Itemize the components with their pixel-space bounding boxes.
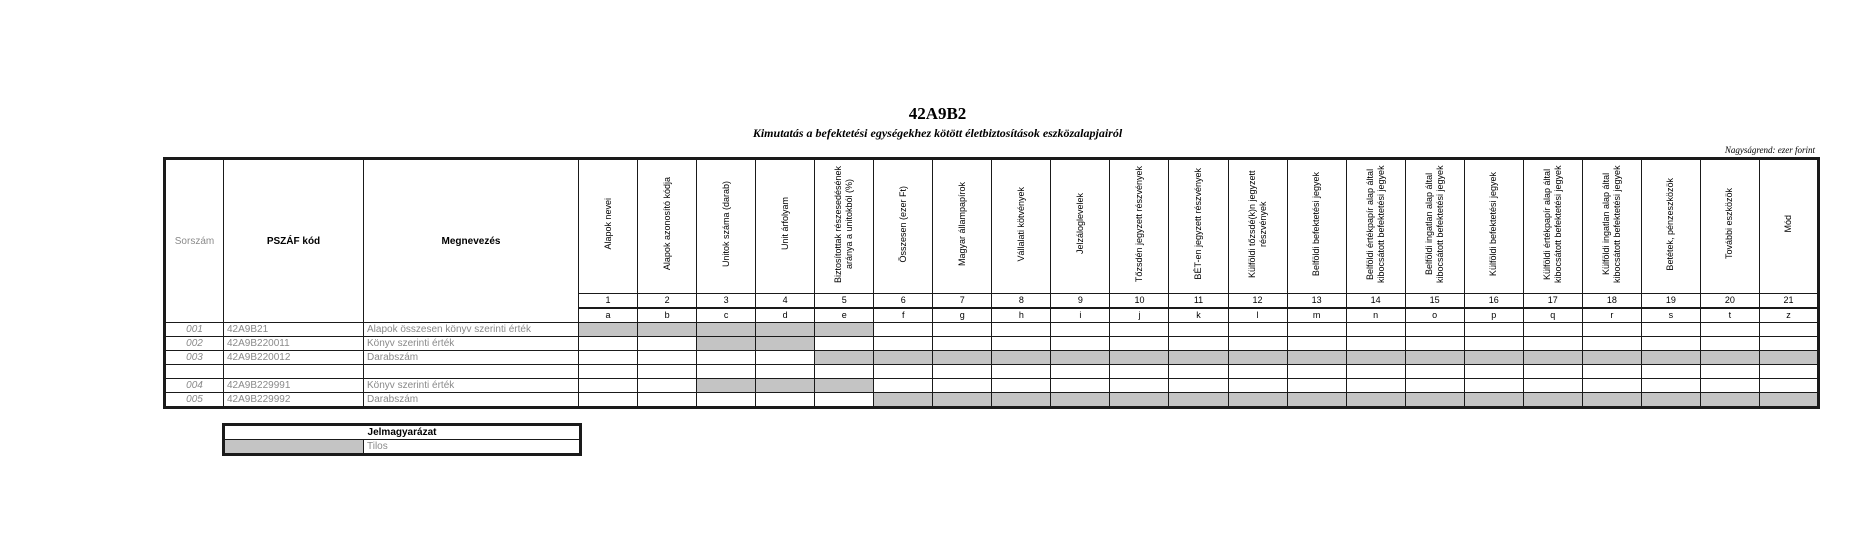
cell-input <box>1464 379 1523 393</box>
column-number: 12 <box>1228 294 1287 309</box>
cell-input <box>1582 379 1641 393</box>
cell-forbidden <box>874 393 933 408</box>
row-megnevezes <box>364 365 579 379</box>
legend-table <box>222 423 582 456</box>
column-letter: k <box>1169 308 1228 323</box>
column-letter: o <box>1405 308 1464 323</box>
cell-forbidden <box>1405 351 1464 365</box>
cell-input <box>1582 365 1641 379</box>
cell-forbidden <box>756 379 815 393</box>
column-header <box>579 159 638 294</box>
cell-input <box>1700 337 1759 351</box>
cell-forbidden <box>1287 351 1346 365</box>
cell-input <box>1051 379 1110 393</box>
column-number: 9 <box>1051 294 1110 309</box>
cell-forbidden <box>933 351 992 365</box>
column-header-label: Unitok száma (darab) <box>720 180 731 268</box>
cell-input <box>1405 379 1464 393</box>
column-header <box>638 159 697 294</box>
column-letter: z <box>1759 308 1818 323</box>
cell-input <box>815 393 874 408</box>
cell-forbidden <box>756 323 815 337</box>
cell-input <box>1051 365 1110 379</box>
cell-forbidden <box>1641 393 1700 408</box>
column-header-label: Összesen (ezer Ft) <box>897 185 908 263</box>
cell-input <box>1228 323 1287 337</box>
cell-forbidden <box>874 351 933 365</box>
column-header-label: Belföldi értékpapír alap által kibocsátott befektetési jegyek <box>1364 165 1386 283</box>
cell-input <box>1346 379 1405 393</box>
column-header <box>1405 159 1464 294</box>
column-header <box>1700 159 1759 294</box>
cell-input <box>1464 323 1523 337</box>
column-header <box>933 159 992 294</box>
cell-input <box>1169 337 1228 351</box>
cell-input <box>1523 323 1582 337</box>
cell-input <box>1051 323 1110 337</box>
column-header <box>1169 159 1228 294</box>
cell-input <box>638 379 697 393</box>
cell-input <box>992 337 1051 351</box>
cell-input <box>1759 337 1818 351</box>
cell-input <box>815 365 874 379</box>
cell-input <box>1641 379 1700 393</box>
column-number: 7 <box>933 294 992 309</box>
cell-forbidden <box>638 323 697 337</box>
cell-input <box>579 393 638 408</box>
cell-input <box>1759 379 1818 393</box>
column-header-label: Külföldi ingatlan alap által kibocsátott befektetési jegyek <box>1600 165 1622 283</box>
cell-input <box>874 379 933 393</box>
column-number: 4 <box>756 294 815 309</box>
cell-forbidden <box>1582 393 1641 408</box>
column-number: 1 <box>579 294 638 309</box>
cell-input <box>579 365 638 379</box>
row-pszaf-kod: 42A9B229992 <box>224 393 364 408</box>
document-subtitle: Kimutatás a befektetési egységekhez kötött életbiztosítások eszközalapjairól <box>752 126 1123 140</box>
column-letter: r <box>1582 308 1641 323</box>
column-number: 20 <box>1700 294 1759 309</box>
row-megnevezes: Könyv szerinti érték <box>364 337 579 351</box>
column-header <box>756 159 815 294</box>
table-row <box>165 379 1819 393</box>
row-sorszam: 001 <box>165 323 224 337</box>
column-header-label: További eszközök <box>1724 188 1735 260</box>
cell-input <box>992 379 1051 393</box>
row-megnevezes: Könyv szerinti érték <box>364 379 579 393</box>
cell-input <box>933 337 992 351</box>
unit-note: Nagyságrend: ezer forint <box>1724 145 1815 155</box>
cell-input <box>1346 365 1405 379</box>
column-letter: n <box>1346 308 1405 323</box>
cell-input <box>1287 379 1346 393</box>
asset-fund-table <box>163 157 1820 409</box>
document-title: 42A9B2 <box>908 104 967 123</box>
cell-forbidden <box>579 323 638 337</box>
column-header <box>815 159 874 294</box>
cell-forbidden <box>815 323 874 337</box>
header-megnevezes: Megnevezés <box>364 159 579 323</box>
row-sorszam: 005 <box>165 393 224 408</box>
cell-input <box>1582 337 1641 351</box>
legend-swatch <box>224 440 364 455</box>
column-number: 6 <box>874 294 933 309</box>
row-sorszam: 002 <box>165 337 224 351</box>
cell-forbidden <box>992 393 1051 408</box>
row-pszaf-kod <box>224 365 364 379</box>
column-letter: i <box>1051 308 1110 323</box>
cell-forbidden <box>1346 351 1405 365</box>
cell-input <box>1700 323 1759 337</box>
table-row <box>165 351 1819 365</box>
cell-forbidden <box>756 337 815 351</box>
column-number: 19 <box>1641 294 1700 309</box>
row-megnevezes: Alapok összesen könyv szerinti érték <box>364 323 579 337</box>
cell-input <box>992 365 1051 379</box>
cell-forbidden <box>697 323 756 337</box>
cell-forbidden <box>1110 393 1169 408</box>
column-number: 16 <box>1464 294 1523 309</box>
column-number: 2 <box>638 294 697 309</box>
cell-input <box>992 323 1051 337</box>
cell-forbidden <box>1464 393 1523 408</box>
table-body <box>165 323 1819 408</box>
column-header-label: Magyar állampapírok <box>956 181 967 267</box>
column-header-label: Belföldi ingatlan alap által kibocsátott befektetési jegyek <box>1423 165 1445 283</box>
column-letter: q <box>1523 308 1582 323</box>
column-header-label: Biztosítottak részesedésének aránya a unitokból (%) <box>833 165 855 283</box>
cell-forbidden <box>1287 393 1346 408</box>
cell-input <box>1700 379 1759 393</box>
cell-input <box>756 393 815 408</box>
column-number: 15 <box>1405 294 1464 309</box>
column-header <box>1110 159 1169 294</box>
cell-input <box>1110 365 1169 379</box>
cell-input <box>638 351 697 365</box>
column-header-label: Mód <box>1782 215 1793 233</box>
column-header <box>1641 159 1700 294</box>
cell-input <box>579 351 638 365</box>
cell-input <box>1228 365 1287 379</box>
cell-forbidden <box>815 351 874 365</box>
column-header <box>1287 159 1346 294</box>
cell-forbidden <box>1464 351 1523 365</box>
row-sorszam: 004 <box>165 379 224 393</box>
cell-input <box>1405 323 1464 337</box>
column-header-label: Unit árfolyam <box>779 197 790 251</box>
column-number: 3 <box>697 294 756 309</box>
cell-input <box>874 323 933 337</box>
cell-forbidden <box>1759 393 1818 408</box>
cell-forbidden <box>1051 351 1110 365</box>
cell-forbidden <box>1759 351 1818 365</box>
column-header <box>1759 159 1818 294</box>
cell-input <box>697 351 756 365</box>
column-number: 10 <box>1110 294 1169 309</box>
cell-input <box>1464 337 1523 351</box>
column-number: 14 <box>1346 294 1405 309</box>
cell-input <box>1759 323 1818 337</box>
cell-input <box>933 365 992 379</box>
column-header-label: Belföldi befektetési jegyek <box>1311 171 1322 277</box>
column-header-label: BÉT-en jegyzett részvények <box>1192 168 1203 280</box>
cell-input <box>1641 337 1700 351</box>
table-row <box>165 365 1819 379</box>
cell-input <box>756 351 815 365</box>
column-letter: e <box>815 308 874 323</box>
cell-input <box>697 365 756 379</box>
row-megnevezes: Darabszám <box>364 393 579 408</box>
cell-input <box>933 379 992 393</box>
table-row <box>165 337 1819 351</box>
cell-input <box>579 379 638 393</box>
cell-input <box>1287 323 1346 337</box>
cell-forbidden <box>1169 351 1228 365</box>
column-number: 8 <box>992 294 1051 309</box>
cell-input <box>1346 323 1405 337</box>
cell-forbidden <box>1051 393 1110 408</box>
cell-input <box>1287 337 1346 351</box>
column-header-label: Tőzsdén jegyzett részvények <box>1133 165 1144 283</box>
cell-input <box>1110 337 1169 351</box>
column-letter: a <box>579 308 638 323</box>
column-header <box>1051 159 1110 294</box>
cell-input <box>1641 323 1700 337</box>
column-letter: d <box>756 308 815 323</box>
cell-input <box>1110 379 1169 393</box>
cell-forbidden <box>1169 393 1228 408</box>
cell-forbidden <box>992 351 1051 365</box>
column-letter: l <box>1228 308 1287 323</box>
column-number: 21 <box>1759 294 1818 309</box>
cell-forbidden <box>1405 393 1464 408</box>
cell-forbidden <box>1346 393 1405 408</box>
header-row <box>165 159 1819 294</box>
column-header-label: Külföldi értékpapír alap által kibocsátott befektetési jegyek <box>1541 165 1563 283</box>
cell-forbidden <box>1523 393 1582 408</box>
column-letter: p <box>1464 308 1523 323</box>
table-row <box>165 393 1819 408</box>
row-pszaf-kod: 42A9B220011 <box>224 337 364 351</box>
cell-input <box>1523 379 1582 393</box>
cell-forbidden <box>1110 351 1169 365</box>
cell-input <box>1228 379 1287 393</box>
cell-input <box>638 393 697 408</box>
column-number: 5 <box>815 294 874 309</box>
column-letter: j <box>1110 308 1169 323</box>
cell-input <box>1641 365 1700 379</box>
row-pszaf-kod: 42A9B220012 <box>224 351 364 365</box>
header-pszaf-kod: PSZÁF kód <box>224 159 364 323</box>
column-header <box>1228 159 1287 294</box>
column-number: 11 <box>1169 294 1228 309</box>
cell-input <box>933 323 992 337</box>
cell-input <box>1700 365 1759 379</box>
cell-forbidden <box>697 379 756 393</box>
column-number: 17 <box>1523 294 1582 309</box>
column-header-label: Jelzáloglevelek <box>1074 193 1085 255</box>
column-header-label: Alapok azonosító kódja <box>661 177 672 271</box>
column-letter: g <box>933 308 992 323</box>
cell-forbidden <box>1523 351 1582 365</box>
cell-input <box>1169 365 1228 379</box>
column-header-label: Alapok nevei <box>602 198 613 250</box>
cell-input <box>638 337 697 351</box>
column-letter: h <box>992 308 1051 323</box>
row-sorszam: 003 <box>165 351 224 365</box>
column-letter: t <box>1700 308 1759 323</box>
cell-input <box>1228 337 1287 351</box>
cell-input <box>874 337 933 351</box>
cell-forbidden <box>815 379 874 393</box>
cell-input <box>815 337 874 351</box>
column-header-label: Betétek, pénzeszközök <box>1665 177 1676 271</box>
cell-input <box>1523 365 1582 379</box>
row-megnevezes: Darabszám <box>364 351 579 365</box>
cell-forbidden <box>1641 351 1700 365</box>
column-letter: c <box>697 308 756 323</box>
column-header-label: Külföldi tőzsdé(k)n jegyzett részvények <box>1246 170 1268 278</box>
cell-input <box>756 365 815 379</box>
cell-input <box>1287 365 1346 379</box>
legend-title: Jelmagyarázat <box>224 425 581 440</box>
cell-input <box>1169 379 1228 393</box>
cell-input <box>579 337 638 351</box>
cell-input <box>1051 337 1110 351</box>
cell-input <box>874 365 933 379</box>
column-header <box>1464 159 1523 294</box>
cell-input <box>1405 365 1464 379</box>
column-header-label: Vállalati kötvények <box>1015 186 1026 262</box>
column-header <box>697 159 756 294</box>
row-pszaf-kod: 42A9B21 <box>224 323 364 337</box>
cell-input <box>1582 323 1641 337</box>
column-letter: s <box>1641 308 1700 323</box>
cell-forbidden <box>1700 393 1759 408</box>
cell-input <box>1759 365 1818 379</box>
legend-label: Tilos <box>364 440 581 455</box>
cell-forbidden <box>1228 393 1287 408</box>
column-header-label: Külföldi befektetési jegyek <box>1488 171 1499 277</box>
cell-forbidden <box>697 337 756 351</box>
header-sorszam: Sorszám <box>165 159 224 323</box>
row-sorszam <box>165 365 224 379</box>
column-number: 18 <box>1582 294 1641 309</box>
column-header <box>1523 159 1582 294</box>
cell-forbidden <box>1228 351 1287 365</box>
cell-input <box>1169 323 1228 337</box>
column-header <box>1582 159 1641 294</box>
column-letter: b <box>638 308 697 323</box>
column-header <box>992 159 1051 294</box>
cell-input <box>1464 365 1523 379</box>
cell-input <box>1523 337 1582 351</box>
cell-input <box>638 365 697 379</box>
cell-forbidden <box>1700 351 1759 365</box>
column-letter: f <box>874 308 933 323</box>
column-header <box>1346 159 1405 294</box>
column-header <box>874 159 933 294</box>
cell-forbidden <box>1582 351 1641 365</box>
column-letter: m <box>1287 308 1346 323</box>
row-pszaf-kod: 42A9B229991 <box>224 379 364 393</box>
table-row <box>165 323 1819 337</box>
cell-input <box>1346 337 1405 351</box>
cell-forbidden <box>933 393 992 408</box>
cell-input <box>1405 337 1464 351</box>
column-number: 13 <box>1287 294 1346 309</box>
cell-input <box>1110 323 1169 337</box>
cell-input <box>697 393 756 408</box>
